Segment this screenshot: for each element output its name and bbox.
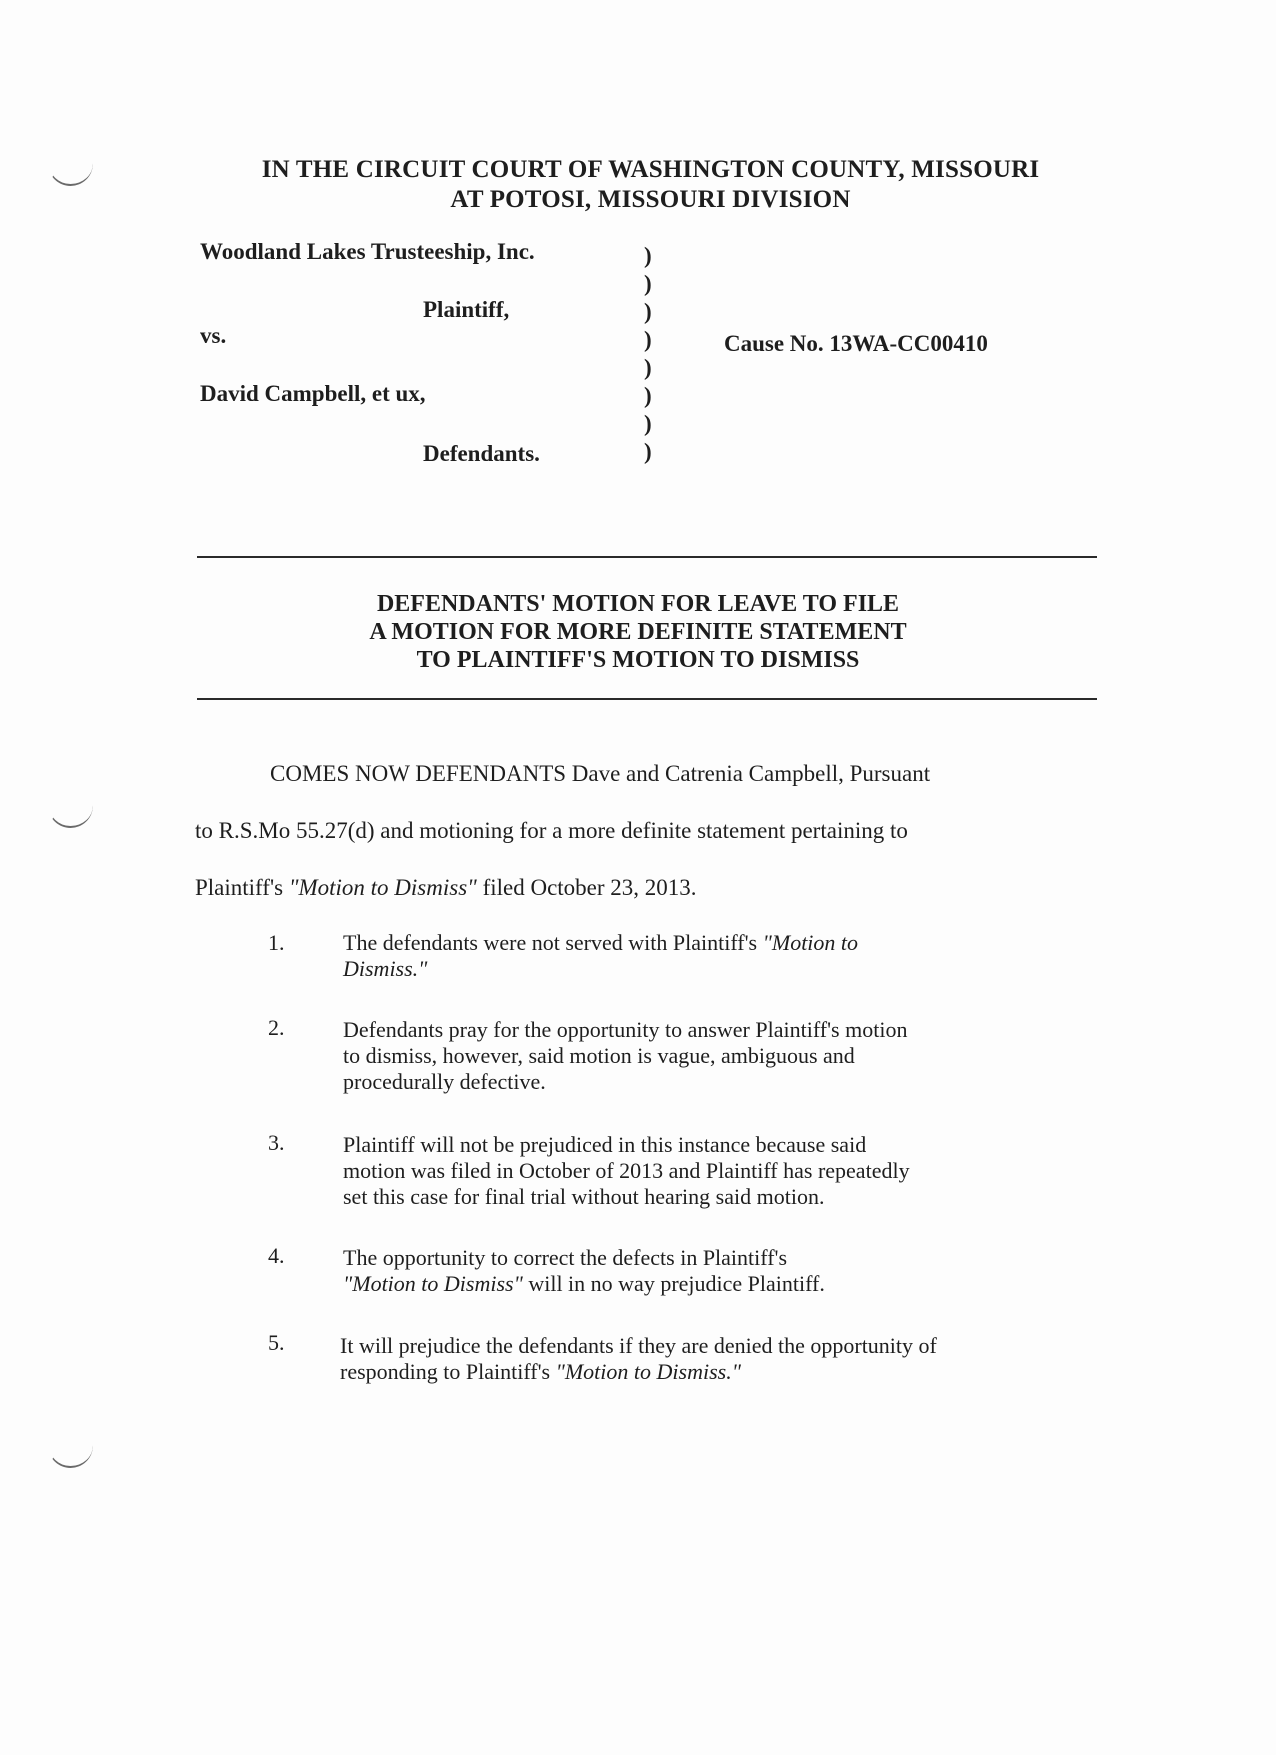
item4-line2-italic: "Motion to Dismiss" bbox=[343, 1271, 523, 1296]
intro-line2: to R.S.Mo 55.27(d) and motioning for a more definite statement pertaining to bbox=[195, 818, 908, 843]
defendant-label: Defendants. bbox=[423, 441, 540, 466]
item3-line1: Plaintiff will not be prejudiced in this instance because said bbox=[343, 1132, 867, 1157]
plaintiff-name: Woodland Lakes Trusteeship, Inc. bbox=[200, 239, 535, 264]
item4-line1: The opportunity to correct the defects in Plaintiff's bbox=[343, 1245, 788, 1270]
item-text bbox=[343, 1017, 1043, 1095]
item-number: 5. bbox=[268, 1330, 285, 1355]
caption-paren: ) bbox=[644, 299, 652, 324]
intro-line3-italic: "Motion to Dismiss" bbox=[288, 875, 477, 900]
item5-line2-prefix: responding to Plaintiff's bbox=[340, 1359, 556, 1384]
item1-line1-italic: "Motion to bbox=[762, 930, 859, 955]
item1-line2-italic: Dismiss." bbox=[343, 956, 428, 981]
item3-line3: set this case for final trial without hearing said motion. bbox=[343, 1184, 825, 1209]
title-rule-top bbox=[197, 556, 1097, 558]
court-heading-line1: IN THE CIRCUIT COURT OF WASHINGTON COUNTY, MISSOURI bbox=[261, 156, 1040, 183]
item-text bbox=[340, 1333, 1080, 1385]
caption-paren: ) bbox=[644, 327, 652, 352]
item3-line2: motion was filed in October of 2013 and Plaintiff has repeatedly bbox=[343, 1158, 910, 1183]
motion-title-line2: A MOTION FOR MORE DEFINITE STATEMENT bbox=[369, 619, 907, 645]
court-heading-line2: AT POTOSI, MISSOURI DIVISION bbox=[450, 186, 851, 213]
motion-title-line1: DEFENDANTS' MOTION FOR LEAVE TO FILE bbox=[376, 591, 900, 617]
plaintiff-label: Plaintiff, bbox=[423, 297, 510, 322]
item2-line3: procedurally defective. bbox=[343, 1069, 546, 1094]
caption-paren: ) bbox=[644, 383, 652, 408]
cause-number: Cause No. 13WA-CC00410 bbox=[724, 331, 988, 356]
item5-line2-italic: "Motion to Dismiss." bbox=[555, 1359, 741, 1384]
caption-paren: ) bbox=[644, 243, 652, 268]
item-number: 3. bbox=[268, 1130, 285, 1155]
item5-line1: It will prejudice the defendants if they are denied the opportunity of bbox=[340, 1333, 937, 1358]
caption-paren: ) bbox=[644, 355, 652, 380]
caption-paren: ) bbox=[644, 439, 652, 464]
item2-line1: Defendants pray for the opportunity to answer Plaintiff's motion bbox=[343, 1017, 908, 1042]
defendant-name: David Campbell, et ux, bbox=[200, 381, 426, 406]
item-number: 4. bbox=[268, 1243, 285, 1268]
caption-paren: ) bbox=[644, 411, 652, 436]
intro-line3-suffix: filed October 23, 2013. bbox=[476, 875, 697, 900]
item-text bbox=[343, 1132, 1043, 1210]
intro-line3-prefix: Plaintiff's bbox=[195, 875, 289, 900]
item2-line2: to dismiss, however, said motion is vague, ambiguous and bbox=[343, 1043, 855, 1068]
motion-title-line3: TO PLAINTIFF'S MOTION TO DISMISS bbox=[416, 647, 860, 673]
item-number: 2. bbox=[268, 1015, 285, 1040]
intro-line1: COMES NOW DEFENDANTS Dave and Catrenia Campbell, Pursuant bbox=[270, 761, 931, 786]
item-text bbox=[343, 1245, 1043, 1297]
title-rule-bottom bbox=[197, 698, 1097, 700]
item-number: 1. bbox=[268, 930, 285, 955]
item-text bbox=[343, 930, 1043, 982]
item4-line2-suffix: will in no way prejudice Plaintiff. bbox=[522, 1271, 825, 1296]
versus-label: vs. bbox=[200, 323, 227, 348]
item1-line1: The defendants were not served with Plaintiff's bbox=[343, 930, 763, 955]
binder-hole-bottom bbox=[48, 1430, 93, 1468]
binder-hole-middle bbox=[48, 790, 93, 828]
intro-line3 bbox=[195, 874, 697, 902]
caption-paren: ) bbox=[644, 271, 652, 296]
